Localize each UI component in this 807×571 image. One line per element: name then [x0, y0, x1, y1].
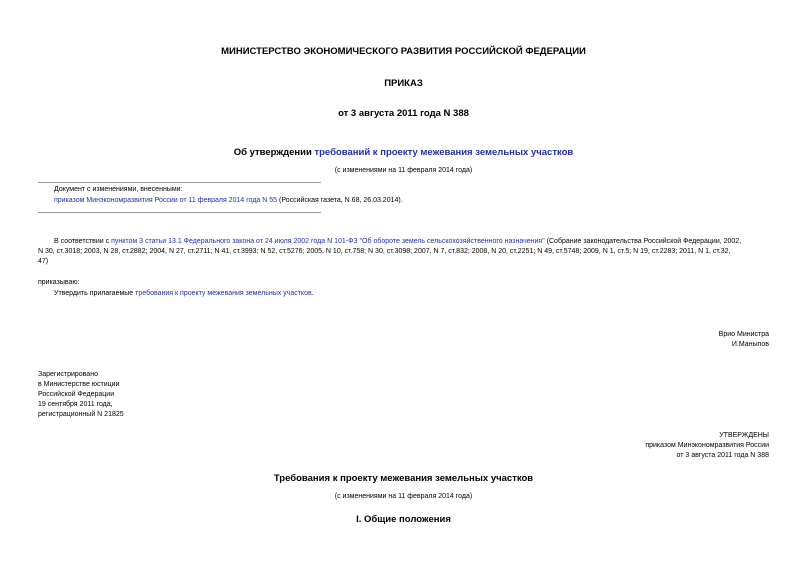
registration-line: Зарегистрировано: [38, 371, 98, 378]
orders-text: приказываю:: [38, 279, 80, 286]
doc-type-heading: ПРИКАЗ: [384, 78, 423, 89]
order-title: [0, 147, 807, 158]
changes-box-line1: Документ с изменениями, внесенными:: [54, 186, 183, 193]
preamble-line1: [54, 237, 774, 247]
changes-box-top-rule: [38, 182, 321, 183]
registration-line: в Министерстве юстиции: [38, 381, 120, 388]
signature-name: И.Маныпов: [731, 341, 769, 348]
preamble-line3: 47): [38, 258, 49, 265]
requirements-note: (с изменениями на 11 февраля 2014 года): [334, 493, 473, 500]
requirements-title: Требования к проекту межевания земельных участков: [273, 473, 534, 484]
federal-law-link[interactable]: пунктом 3 статьи 13.1 Федерального закона от 24 июля 2002 года N 101-ФЗ "Об обороте земель сельскохозяйственного назначения": [111, 238, 545, 245]
preamble-prefix: В соответствии с: [54, 238, 112, 245]
approve-paragraph: [54, 289, 314, 299]
changes-box-bottom-rule: [38, 212, 321, 213]
amending-order-link[interactable]: приказом Минэкономразвития России от 11 февраля 2014 года N 55: [54, 197, 278, 204]
order-title-prefix: Об утверждении: [233, 147, 315, 158]
signature-position: Врио Министра: [718, 331, 769, 338]
approved-requirements-link[interactable]: требования к проекту межевания земельных участков: [135, 290, 312, 297]
approved-line: УТВЕРЖДЕНЫ: [719, 432, 769, 439]
order-date-number: от 3 августа 2011 года N 388: [338, 108, 469, 119]
approved-line: приказом Минэкономразвития России: [645, 442, 769, 449]
preamble-line2: N 30, ст.3018; 2003, N 28, ст.2882; 2004, N 27, ст.2711; N 41, ст.3993; N 52, ст.5276; 2005, N 10, ст.758; N 30, ст.3098; 2007, N 7, ст.832; 2008, N 20, ст.2251; N 49, ст.5748; 2009, N 1, ст.5; N 19, ст.2283; 2011, N 1, ст.32,: [38, 248, 731, 255]
section-title: I. Общие положения: [356, 514, 451, 525]
approve-suffix: .: [311, 290, 314, 297]
registration-line: регистрационный N 21825: [38, 411, 124, 418]
changes-box-line2: [54, 196, 403, 206]
registration-line: Российской Федерации: [38, 391, 115, 398]
approve-prefix: Утвердить прилагаемые: [54, 290, 136, 297]
changes-box-source: (Российская газета, N 68, 26.03.2014).: [277, 197, 403, 204]
requirements-link[interactable]: требований к проекту межевания земельных участков: [314, 147, 574, 158]
approved-line: от 3 августа 2011 года N 388: [676, 452, 769, 459]
registration-block: [38, 370, 124, 420]
registration-line: 19 сентября 2011 года,: [38, 401, 113, 408]
preamble-rest: (Собрание законодательства Российской Федерации, 2002,: [544, 238, 742, 245]
approved-block: [645, 431, 769, 461]
amendments-note: (с изменениями на 11 февраля 2014 года): [334, 167, 473, 174]
ministry-heading: МИНИСТЕРСТВО ЭКОНОМИЧЕСКОГО РАЗВИТИЯ РОССИЙСКОЙ ФЕДЕРАЦИИ: [221, 46, 586, 57]
